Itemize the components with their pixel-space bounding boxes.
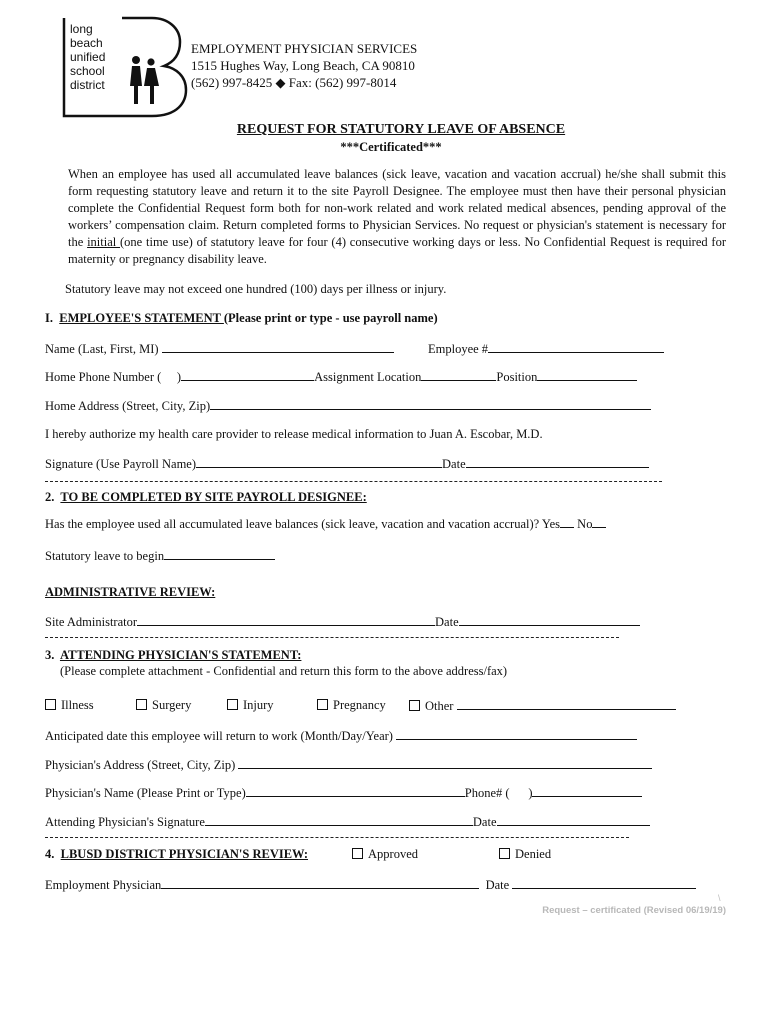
logo-text: long beach unified school district <box>70 22 106 92</box>
physician-name-row: Physician's Name (Please Print or Type) Phone# ( ) <box>45 785 642 801</box>
org-contact <box>191 75 396 90</box>
physician-address-field[interactable] <box>238 757 652 769</box>
section3-note: (Please complete attachment - Confidential and return this form to the above address/fax) <box>60 664 508 678</box>
employment-physician-row: Employment Physician Date <box>45 877 696 893</box>
org-name: EMPLOYMENT PHYSICIAN SERVICES <box>191 41 418 56</box>
option-injury[interactable]: Injury <box>227 698 274 713</box>
physician-signature-field[interactable] <box>205 814 473 826</box>
district-logo <box>60 16 188 120</box>
checkbox-icon[interactable] <box>499 848 510 859</box>
org-fax: Fax: (562) 997-8014 <box>288 75 397 90</box>
divider <box>45 637 619 638</box>
authorization-text: I hereby authorize my health care provider to release medical information to Juan A. Escobar, M.D. <box>45 427 543 441</box>
return-date-row: Anticipated date this employee will return to work (Month/Day/Year) <box>45 728 637 744</box>
option-other[interactable]: Other <box>409 698 676 714</box>
site-admin-field[interactable] <box>137 614 435 626</box>
employee-signature-field[interactable] <box>196 456 442 468</box>
option-pregnancy[interactable]: Pregnancy <box>317 698 386 713</box>
section4-heading: 4. LBUSD DISTRICT PHYSICIAN'S REVIEW: <box>45 847 309 861</box>
physician-name-field[interactable] <box>246 785 465 797</box>
divider <box>45 481 662 482</box>
signature-row: Signature (Use Payroll Name) Date <box>45 456 649 472</box>
org-address: 1515 Hughes Way, Long Beach, CA 90810 <box>191 58 415 73</box>
checkbox-icon[interactable] <box>45 699 56 710</box>
site-admin-row: Site Administrator Date <box>45 614 640 630</box>
home-address-field[interactable] <box>210 398 651 410</box>
option-surgery[interactable]: Surgery <box>136 698 191 713</box>
checkbox-icon[interactable] <box>227 699 238 710</box>
footer-mark: \ <box>718 893 721 903</box>
denied-option[interactable]: Denied <box>499 847 551 862</box>
page-title: REQUEST FOR STATUTORY LEAVE OF ABSENCE <box>236 122 566 137</box>
option-illness[interactable]: Illness <box>45 698 94 713</box>
physician-phone-field[interactable] <box>532 785 642 797</box>
admin-date-field[interactable] <box>459 614 640 626</box>
checkbox-icon[interactable] <box>317 699 328 710</box>
name-field[interactable] <box>162 341 394 353</box>
leave-question-row: Has the employee used all accumulated leave balances (sick leave, vacation and vacation accrual)? Yes No <box>45 516 606 532</box>
checkbox-icon[interactable] <box>352 848 363 859</box>
divider <box>45 837 629 838</box>
employee-number-field[interactable] <box>488 341 664 353</box>
intro-paragraph: When an employee has used all accumulated leave balances (sick leave, vacation and vacation accrual) he/she shall submit this form requesting statutory leave and return it to the site Payroll Designee. The employee must then have their personal physician complete the Confidential Request form both for non-work related and work related medical absences, pending approval of the workers’ compensation claim. Return completed forms to Physician Services. No request or physician's statement is necessary for the initial (one time use) of statutory leave for four (4) consecutive working days or less. No Confidential Request is required for maternity or pregnancy disability leave. <box>68 167 726 266</box>
section2-heading: 2. TO BE COMPLETED BY SITE PAYROLL DESIGNEE: <box>45 490 367 504</box>
page-subtitle: ***Certificated*** <box>340 140 442 154</box>
physician-date-field[interactable] <box>497 814 650 826</box>
approved-option[interactable]: Approved <box>352 847 418 862</box>
leave-begin-row: Statutory leave to begin <box>45 548 275 564</box>
no-field[interactable] <box>592 516 606 528</box>
employment-physician-field[interactable] <box>161 877 479 889</box>
employee-date-field[interactable] <box>466 456 649 468</box>
leave-begin-field[interactable] <box>164 548 275 560</box>
section1-heading: I. EMPLOYEE'S STATEMENT (Please print or type - use payroll name) <box>45 311 438 325</box>
org-phone: (562) 997-8425 <box>191 75 273 90</box>
district-date-field[interactable] <box>512 877 696 889</box>
checkbox-icon[interactable] <box>136 699 147 710</box>
assignment-location-field[interactable] <box>421 369 496 381</box>
section3-heading: 3. ATTENDING PHYSICIAN'S STATEMENT: <box>45 648 302 662</box>
physician-address-row: Physician's Address (Street, City, Zip) <box>45 757 652 773</box>
diamond-icon: ◆ <box>275 75 286 90</box>
admin-review-heading: ADMINISTRATIVE REVIEW: <box>45 585 216 599</box>
name-row: Name (Last, First, MI) <box>45 341 394 357</box>
home-address-row: Home Address (Street, City, Zip) <box>45 398 651 414</box>
home-phone-field[interactable] <box>181 369 314 381</box>
checkbox-icon[interactable] <box>409 700 420 711</box>
leave-limit-note: Statutory leave may not exceed one hundred (100) days per illness or injury. <box>65 282 447 296</box>
phone-row: Home Phone Number ( ) Assignment Location Position <box>45 369 637 385</box>
revision-footer: Request – certificated (Revised 06/19/19) <box>542 905 726 916</box>
position-field[interactable] <box>537 369 637 381</box>
employee-number-row: Employee # <box>428 341 664 357</box>
physician-signature-row: Attending Physician's Signature Date <box>45 814 650 830</box>
other-field[interactable] <box>457 698 676 710</box>
yes-field[interactable] <box>560 516 574 528</box>
return-date-field[interactable] <box>396 728 637 740</box>
